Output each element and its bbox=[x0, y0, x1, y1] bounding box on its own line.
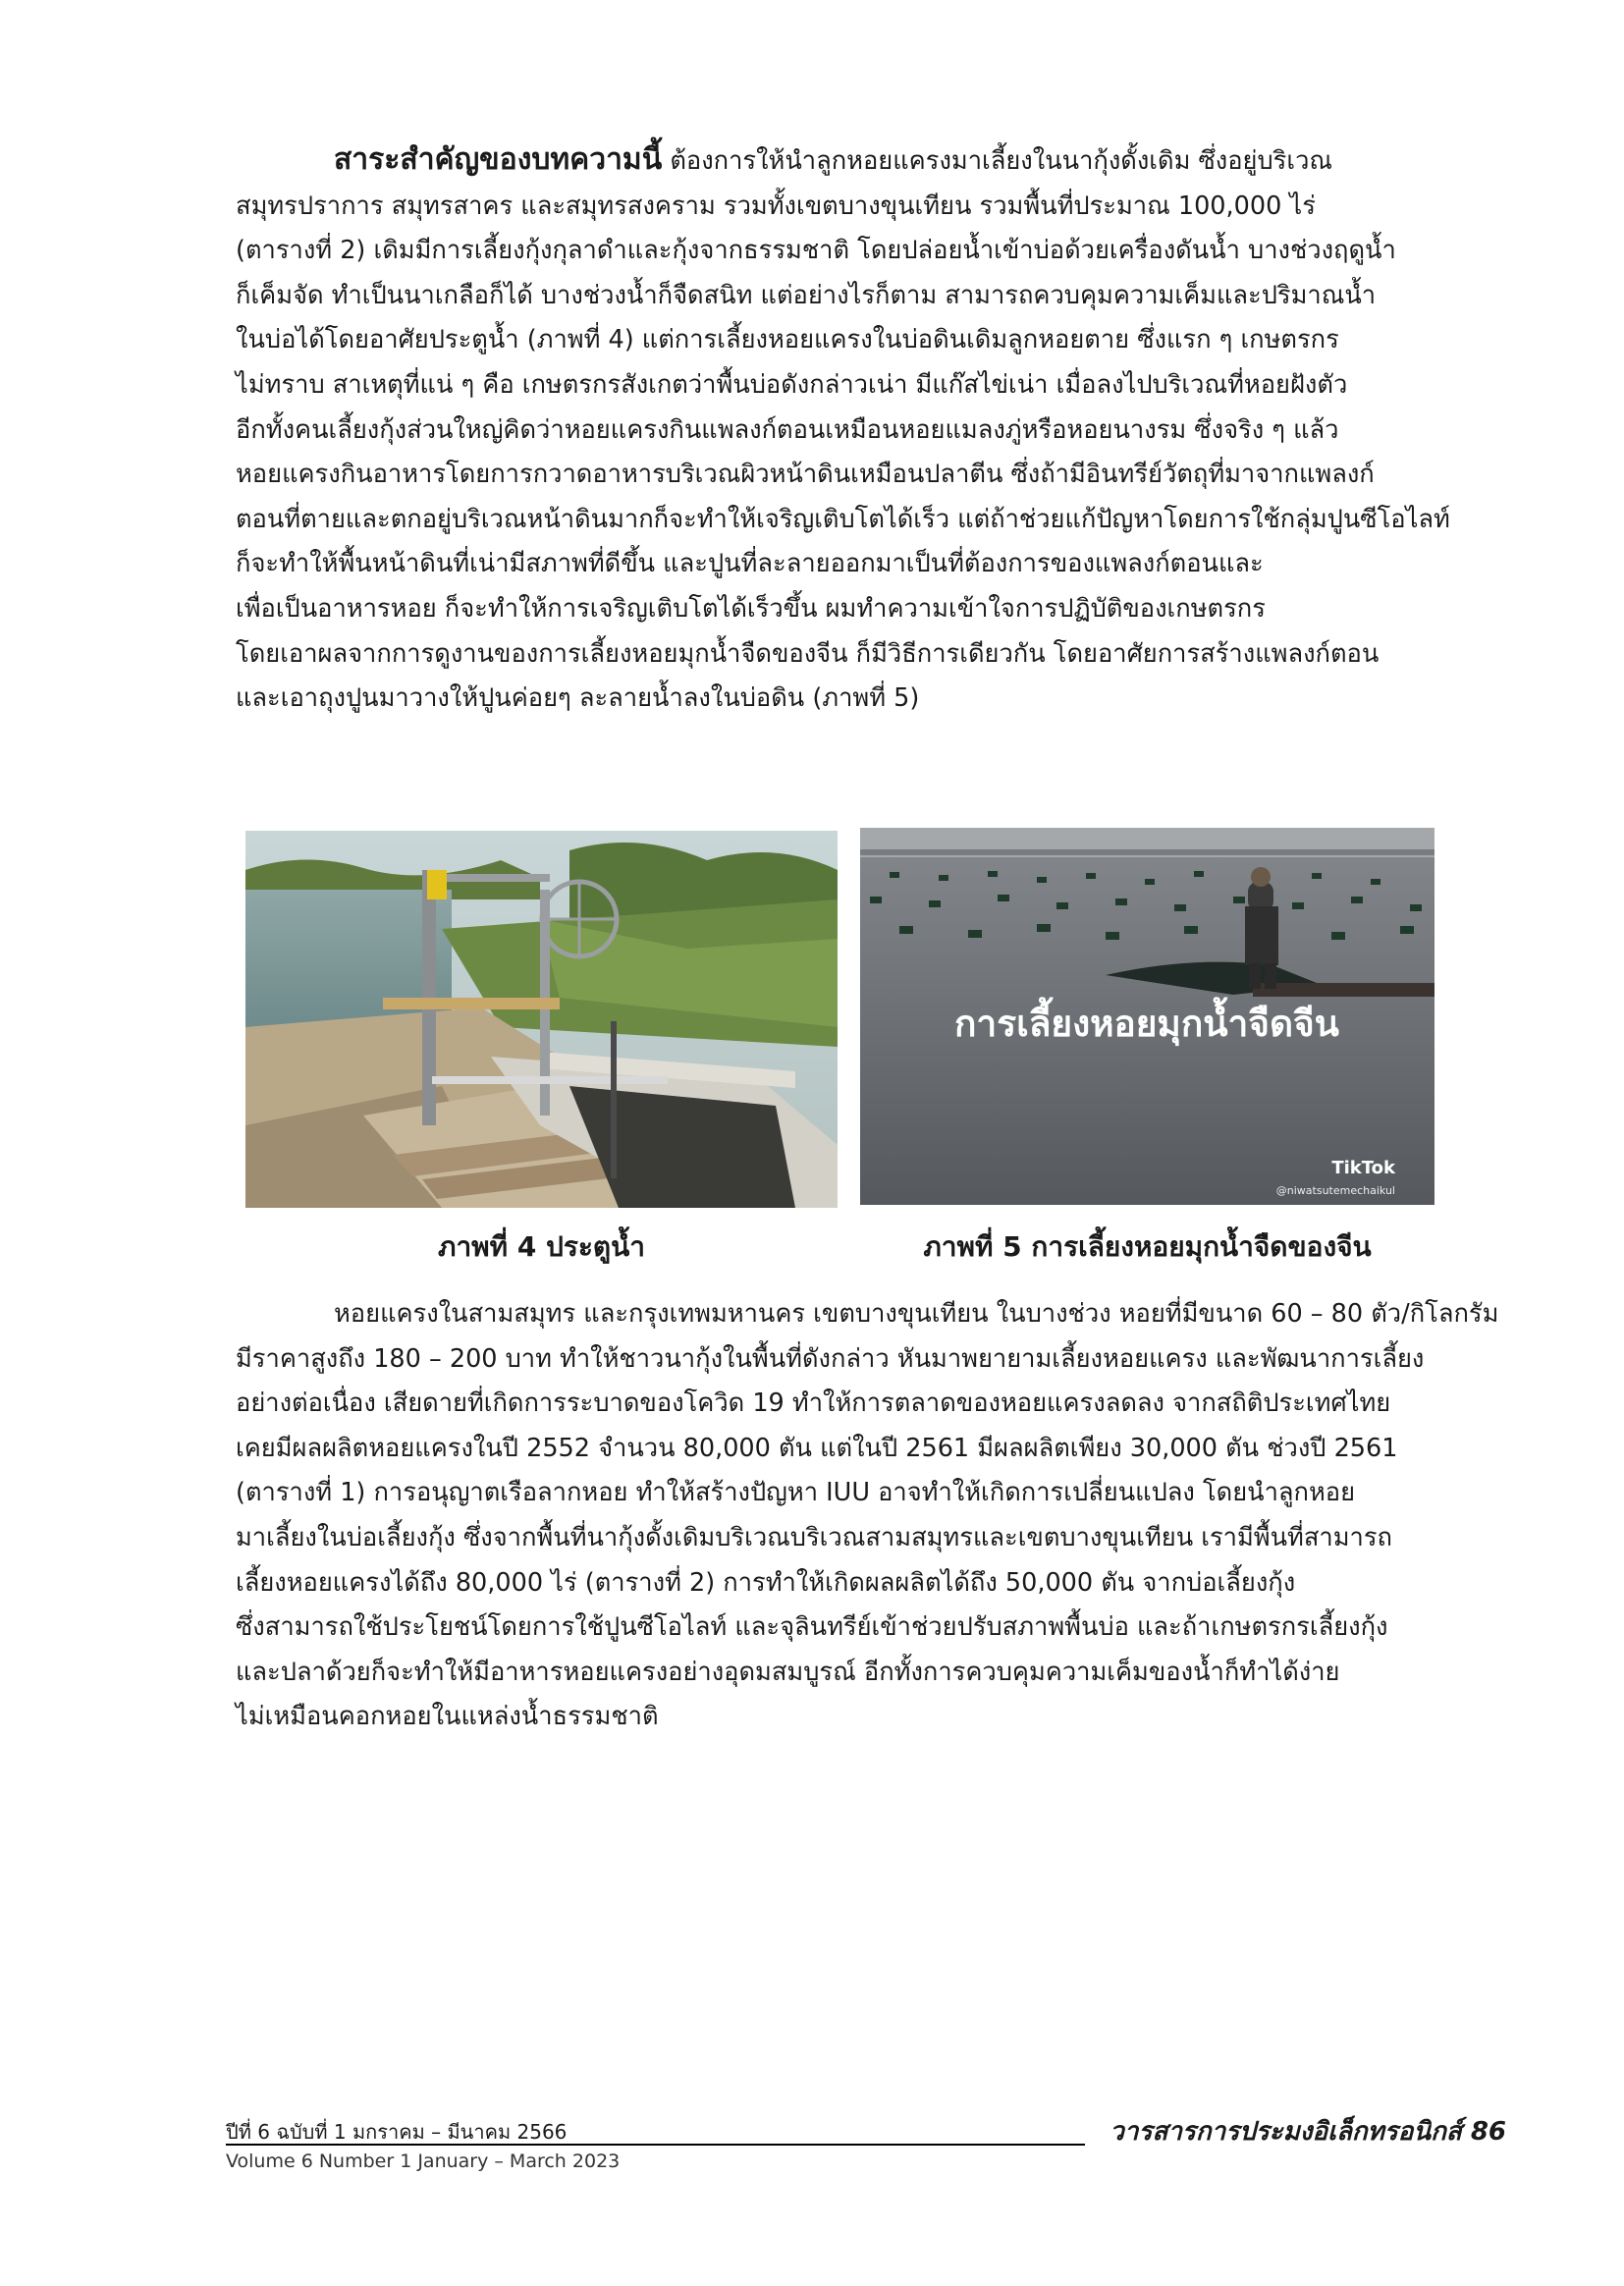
paragraph-2-line: ไม่เหมือนคอกหอยในแหล่งน้ำธรรมชาติ bbox=[236, 1702, 659, 1732]
figure-5-caption: ภาพที่ 5 การเลี้ยงหอยมุกน้ำจืดของจีน bbox=[923, 1230, 1372, 1263]
footer-issue-english: Volume 6 Number 1 January – March 2023 bbox=[226, 2150, 621, 2172]
paragraph-1-line: (ตารางที่ 2) เดิมมีการเลี้ยงกุ้งกุลาดำและกุ้งจากธรรมชาติ โดยปล่อยน้ำเข้าบ่อด้วยเครื่องดันน้ำ บางช่วงฤดูน้ำ bbox=[236, 236, 1396, 266]
figure-4-image bbox=[245, 831, 838, 1208]
paragraph-1-line: ในบ่อได้โดยอาศัยประตูน้ำ (ภาพที่ 4) แต่การเลี้ยงหอยแครงในบ่อดินเดิมลูกหอยตาย ซึ่งแรก ๆ เกษตรกร bbox=[236, 325, 1339, 355]
figure-5-overlay-text: การเลี้ยงหอยมุกน้ำจืดจีน bbox=[954, 1003, 1339, 1045]
paragraph-1-line: และเอาถุงปูนมาวางให้ปูนค่อยๆ ละลายน้ำลงในบ่อดิน (ภาพที่ 5) bbox=[236, 683, 920, 714]
paragraph-2-line: หอยแครงในสามสมุทร และกรุงเทพมหานคร เขตบางขุนเทียน ในบางช่วง หอยที่มีขนาด 60 – 80 ตัว/กิโลกรัม bbox=[334, 1299, 1499, 1329]
paragraph-1-line: สมุทรปราการ สมุทรสาคร และสมุทรสงคราม รวมทั้งเขตบางขุนเทียน รวมพื้นที่ประมาณ 100,000 ไร่ bbox=[236, 190, 1316, 221]
paragraph-2-line: ซึ่งสามารถใช้ประโยชน์โดยการใช้ปูนซีโอไลท์ และจุลินทรีย์เข้าช่วยปรับสภาพพื้นบ่อ และถ้าเกษตรกรเลี้ยงกุ้ง bbox=[236, 1612, 1388, 1643]
paragraph-2-line: อย่างต่อเนื่อง เสียดายที่เกิดการระบาดของโควิด 19 ทำให้การตลาดของหอยแครงลดลง จากสถิติประเทศไทย bbox=[236, 1388, 1391, 1419]
tiktok-handle: @niwatsutemechaikul bbox=[1275, 1184, 1395, 1197]
lead-heading: สาระสำคัญของบทความนี้ bbox=[334, 142, 663, 177]
paragraph-2-line: เคยมีผลผลิตหอยแครงในปี 2552 จำนวน 80,000 ตัน แต่ในปี 2561 มีผลผลิตเพียง 30,000 ตัน ช่วงปี 2561 bbox=[236, 1433, 1398, 1463]
page-number: 86 bbox=[1470, 2117, 1506, 2147]
paragraph-1-line: ก็เค็มจัด ทำเป็นนาเกลือก็ได้ บางช่วงน้ำก็จืดสนิท แต่อย่างไรก็ตาม สามารถควบคุมความเค็มและปริมาณน้ำ bbox=[236, 280, 1377, 310]
paragraph-2 bbox=[236, 1292, 1499, 1740]
footer-issue-thai: ปีที่ 6 ฉบับที่ 1 มกราคม – มีนาคม 2566 bbox=[226, 2120, 568, 2144]
paragraph-2-line: มาเลี้ยงในบ่อเลี้ยงกุ้ง ซึ่งจากพื้นที่นากุ้งดั้งเดิมบริเวณบริเวณสามสมุทรและเขตบางขุนเทียน เรามีพื้นที่สามารถ bbox=[236, 1522, 1392, 1552]
paragraph-1-line: อีกทั้งคนเลี้ยงกุ้งส่วนใหญ่คิดว่าหอยแครงกินแพลงก์ตอนเหมือนหอยแมลงภู่หรือหอยนางรม ซึ่งจริง ๆ แล้ว bbox=[236, 414, 1339, 445]
paragraph-1-line: ก็จะทำให้พื้นหน้าดินที่เน่ามีสภาพที่ดีขึ้น และปูนที่ละลายออกมาเป็นที่ต้องการของแพลงก์ตอนและ bbox=[236, 549, 1264, 579]
paragraph-2-line: (ตารางที่ 1) การอนุญาตเรือลากหอย ทำให้สร้างปัญหา IUU อาจทำให้เกิดการเปลี่ยนแปลง โดยนำลูกหอย bbox=[236, 1478, 1356, 1508]
paragraph-1-line: ตอนที่ตายและตกอยู่บริเวณหน้าดินมากก็จะทำให้เจริญเติบโตได้เร็ว แต่ถ้าช่วยแก้ปัญหาโดยการใช้กลุ่มปูนซีโอไลท์ bbox=[236, 504, 1450, 534]
journal-name: วารสารการประมงอิเล็กทรอนิกส์ bbox=[1110, 2117, 1462, 2147]
tiktok-watermark: TikTok bbox=[1331, 1158, 1395, 1178]
paragraph-1 bbox=[236, 137, 1487, 722]
footer-rule bbox=[226, 2144, 1085, 2146]
footer-journal-page bbox=[1110, 2111, 1506, 2151]
figure-4-caption: ภาพที่ 4 ประตูน้ำ bbox=[438, 1230, 645, 1263]
paragraph-2-line: เลี้ยงหอยแครงได้ถึง 80,000 ไร่ (ตารางที่ 2) การทำให้เกิดผลผลิตได้ถึง 50,000 ตัน จากบ่อเลี้ยงกุ้ง bbox=[236, 1567, 1296, 1598]
paragraph-1-line: หอยแครงกินอาหารโดยการกวาดอาหารบริเวณผิวหน้าดินเหมือนปลาตีน ซึ่งถ้ามีอินทรีย์วัตถุที่มาจากแพลงก์ bbox=[236, 460, 1375, 490]
figure-5-image bbox=[860, 828, 1435, 1205]
paragraph-1-line: ไม่ทราบ สาเหตุที่แน่ ๆ คือ เกษตรกรสังเกตว่าพื้นบ่อดังกล่าวเน่า มีแก๊สไข่เน่า เมื่อลงไปบริเวณที่หอยฝังตัว bbox=[236, 369, 1348, 400]
paragraph-1-line: สาระสำคัญของบทความนี้ ต้องการให้นำลูกหอยแครงมาเลี้ยงในนากุ้งดั้งเดิม ซึ่งอยู่บริเวณ bbox=[334, 142, 1333, 177]
paragraph-1-line: โดยเอาผลจากการดูงานของการเลี้ยงหอยมุกน้ำจืดของจีน ก็มีวิธีการเดียวกัน โดยอาศัยการสร้างแพลงก์ตอน bbox=[236, 638, 1380, 669]
paragraph-2-line: มีราคาสูงถึง 180 – 200 บาท ทำให้ชาวนากุ้งในพื้นที่ดังกล่าว หันมาพยายามเลี้ยงหอยแครง และพัฒนาการเลี้ยง bbox=[236, 1343, 1425, 1374]
paragraph-2-line: และปลาด้วยก็จะทำให้มีอาหารหอยแครงอย่างอุดมสมบูรณ์ อีกทั้งการควบคุมความเค็มของน้ำก็ทำได้ง่าย bbox=[236, 1657, 1340, 1687]
paragraph-1-line: เพื่อเป็นอาหารหอย ก็จะทำให้การเจริญเติบโตได้เร็วขึ้น ผมทำความเข้าใจการปฏิบัติของเกษตรกร bbox=[236, 593, 1266, 624]
